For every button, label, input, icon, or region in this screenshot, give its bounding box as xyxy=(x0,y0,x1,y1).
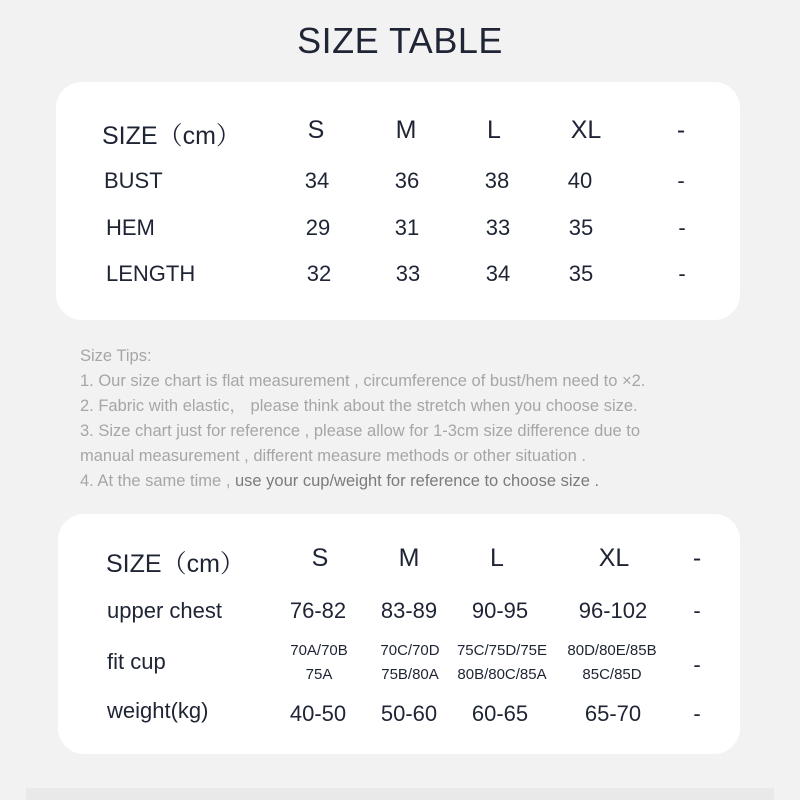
cell: 90-95 xyxy=(471,598,529,623)
cell: 40-50 xyxy=(289,701,347,726)
tip-4-prefix: 4. At the same time , xyxy=(80,472,235,490)
tip-3-continued: manual measurement , different measure methods or other situation . xyxy=(80,447,586,465)
size-table-card xyxy=(56,82,740,320)
row-label-upper-chest: upper chest xyxy=(107,598,222,623)
row-label-length: LENGTH xyxy=(106,261,196,286)
cell: 29 xyxy=(305,215,331,240)
header-l: L xyxy=(490,544,504,572)
cell: 33 xyxy=(485,215,511,240)
page-title: SIZE TABLE xyxy=(297,20,503,61)
cell: - xyxy=(677,168,685,193)
tips-heading: Size Tips: xyxy=(80,347,152,365)
cell: 75B/80A xyxy=(381,666,439,683)
cell: 60-65 xyxy=(471,701,529,726)
cell: 80B/80C/85A xyxy=(457,666,547,683)
header-size-cm: SIZE（cm） xyxy=(102,122,241,150)
fit-table-card xyxy=(58,514,740,754)
cell: - xyxy=(678,261,686,286)
cell: 31 xyxy=(394,215,420,240)
tip-3: 3. Size chart just for reference , please allow for 1-3cm size difference due to xyxy=(80,422,641,440)
header-dash: - xyxy=(692,544,702,572)
cell: 80D/80E/85B xyxy=(567,642,657,659)
header-s: S xyxy=(311,544,329,572)
tip-1: 1. Our size chart is flat measurement , circumference of bust/hem need to ×2. xyxy=(80,372,646,390)
cell: 32 xyxy=(306,261,332,286)
cell: 70A/70B xyxy=(290,642,348,659)
cell: 50-60 xyxy=(380,701,438,726)
header-xl: XL xyxy=(570,116,602,144)
tip-4 xyxy=(80,469,740,494)
cell: 83-89 xyxy=(380,598,438,623)
cell: 35 xyxy=(568,215,594,240)
cell: 35 xyxy=(568,261,594,286)
cell: - xyxy=(693,652,701,677)
cell: 40 xyxy=(567,168,593,193)
cell: 76-82 xyxy=(289,598,347,623)
cell: 34 xyxy=(304,168,330,193)
cell: 85C/85D xyxy=(582,666,642,683)
size-tips xyxy=(80,344,740,494)
tip-4-emphasis: use your cup/weight for reference to choose size . xyxy=(235,472,600,490)
row-label-weight: weight(kg) xyxy=(107,698,209,723)
header-l: L xyxy=(487,116,501,144)
row-label-bust: BUST xyxy=(104,168,163,193)
cell: 36 xyxy=(394,168,420,193)
cell: 75C/75D/75E xyxy=(456,642,548,659)
header-m: M xyxy=(398,544,420,572)
tip-2: 2. Fabric with elastic， please think about the stretch when you choose size. xyxy=(80,397,638,415)
cell: - xyxy=(693,598,701,623)
header-dash: - xyxy=(676,116,686,144)
row-label-hem: HEM xyxy=(106,215,155,240)
cell: 96-102 xyxy=(578,598,648,623)
cell: - xyxy=(693,701,701,726)
header-xl: XL xyxy=(598,544,630,572)
bottom-strip xyxy=(26,788,774,800)
cell: 65-70 xyxy=(584,701,642,726)
cell: 33 xyxy=(395,261,421,286)
header-m: M xyxy=(395,116,417,144)
cell: - xyxy=(678,215,686,240)
header-size-cm: SIZE（cm） xyxy=(106,550,245,578)
cell: 70C/70D xyxy=(380,642,440,659)
header-s: S xyxy=(307,116,325,144)
cell: 38 xyxy=(484,168,510,193)
row-label-fit-cup: fit cup xyxy=(107,649,166,674)
cell: 34 xyxy=(485,261,511,286)
cell: 75A xyxy=(305,666,333,683)
